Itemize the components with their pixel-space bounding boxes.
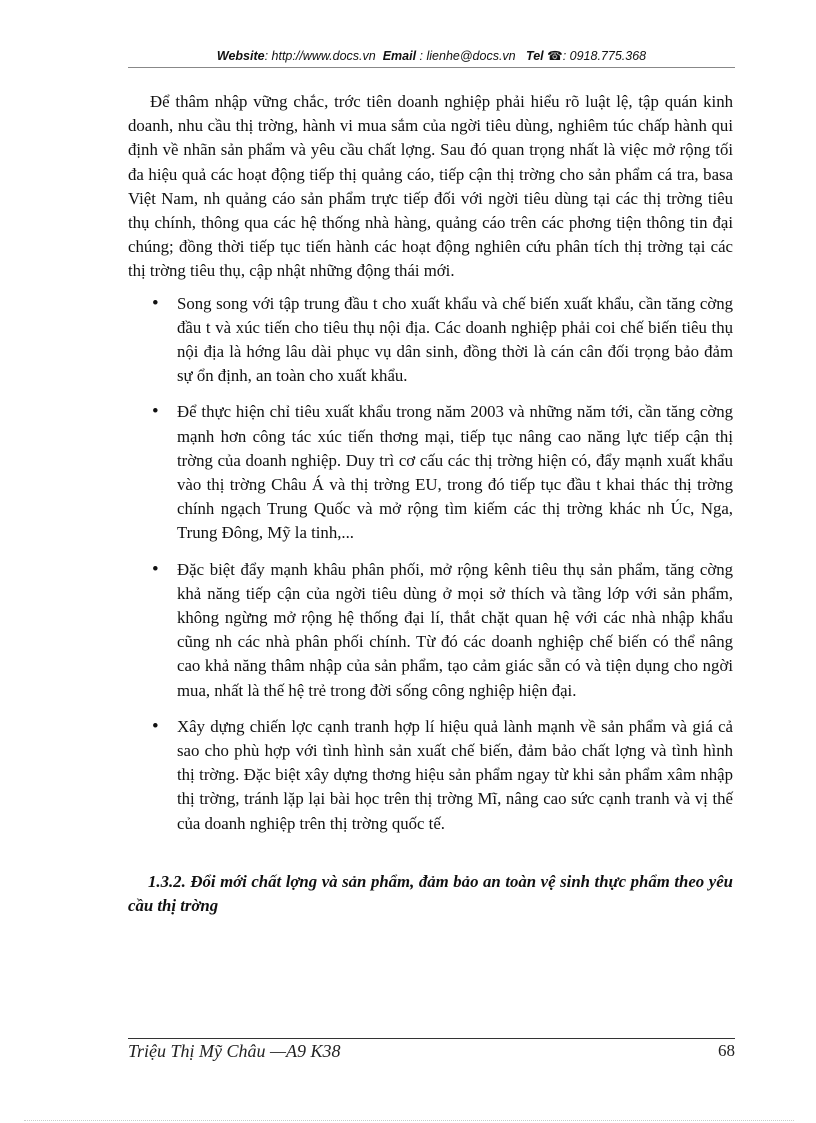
list-item <box>128 558 733 703</box>
tel-label: Tel ☎ <box>526 49 563 63</box>
bullet-icon: • <box>152 558 159 580</box>
intro-paragraph: Để thâm nhập vững chắc, trớc tiên doanh nghiệp phải hiểu rõ luật lệ, tập quán kinh doanh, nhu cầu thị trờng, hành vi mua sắm của ngời tiêu dùng, nghiêm túc chấp hành qui định về nhãn sản phẩm và yêu cầu chất lợng. Sau đó quan trọng nhất là việc mở rộng tối đa hiệu quả các hoạt động tiếp thị quảng cáo, tiếp cận thị trờng cho sản phẩm cá tra, basa Việt Nam, nh quảng cáo sản phẩm trực tiếp đối với ngời tiêu dùng tại các thị trờng tiêu thụ chính, thông qua các hệ thống nhà hàng, quảng cáo trên các phơng tiện thông tin đại chúng; đồng thời tiếp tục tiến hành các hoạt động nghiên cứu phân tích thị trờng tại các thị trờng tiêu thụ, cập nhật những động thái mới. <box>128 92 733 281</box>
list-item <box>128 715 733 836</box>
list-item-text: Đặc biệt đẩy mạnh khâu phân phối, mở rộng kênh tiêu thụ sản phẩm, tăng cờng khả năng tiếp cận của ngời tiêu dùng ở mọi sở thích và tầng lớp với sản phẩm, không ngừng mở rộng hệ thống đại lí, thắt chặt quan hệ với các nhà nhập khẩu cũng nh các nhà phân phối chính. Từ đó các doanh nghiệp chế biến có thể nâng cao khả năng thâm nhập của sản phẩm, tạo cảm giác sẵn có và tiện dụng cho ngời mua, nhất là thế hệ trẻ trong đời sống công nghiệp hiện đại. <box>177 559 733 700</box>
footer-author: Triệu Thị Mỹ Châu —A9 K38 <box>128 1041 341 1061</box>
list-item <box>128 292 733 389</box>
footer-divider <box>128 1038 735 1039</box>
page-number: 68 <box>718 1041 735 1060</box>
list-item <box>128 400 733 545</box>
page-header <box>128 48 735 63</box>
list-item-text: Để thực hiện chỉ tiêu xuất khẩu trong năm 2003 và những năm tới, cần tăng cờng mạnh hơn công tác xúc tiến thơng mại, tiếp tục nâng cao năng lực tiếp cận thị trờng của doanh nghiệp. Duy trì cơ cấu các thị trờng hiện có, đẩy mạnh xuất khẩu vào thị trờng Châu Á và thị trờng EU, trong đó tiếp tục đầu t khai thác thị trờng chính ngạch Trung Quốc và mở rộng tìm kiếm các thị trờng khác nh Úc, Nga, Trung Đông, Mỹ la tinh,... <box>177 402 733 543</box>
list-item-text: Xây dựng chiến lợc cạnh tranh hợp lí hiệu quả lành mạnh về sản phẩm và giá cả sao cho phù hợp với tình hình sản xuất chế biến, đảm bảo chất lợng và tình hình thị trờng. Đặc biệt xây dựng thơng hiệu sản phẩm ngay từ khi sản phẩm xâm nhập thị trờng, tránh lặp lại bài học trên thị trờng Mĩ, nâng cao sức cạnh tranh và vị thế của doanh nghiệp trên thị trờng quốc tế. <box>177 716 733 833</box>
website-value: : http://www.docs.vn <box>264 49 376 63</box>
bullet-icon: • <box>152 292 159 314</box>
bullet-icon: • <box>152 715 159 737</box>
bullet-list <box>128 292 733 836</box>
website-label: Website <box>216 49 265 63</box>
bullet-icon: • <box>152 401 159 423</box>
list-item-text: Song song với tập trung đầu t cho xuất khẩu và chế biến xuất khẩu, cần tăng cờng đầu t và xúc tiến cho tiêu thụ nội địa. Các doanh nghiệp phải coi chế biến tiêu thụ nội địa là hớng lâu dài phục vụ dân sinh, đồng thời là cán cân đối trọng bảo đảm sự ổn định, an toàn cho xuất khẩu. <box>177 293 733 386</box>
section-heading: 1.3.2. Đổi mới chất lợng và sản phẩm, đảm bảo an toàn vệ sinh thực phẩm theo yêu cầu thị trờng <box>128 871 733 916</box>
header-divider <box>128 67 735 68</box>
email-label: Email <box>382 49 417 63</box>
page-bottom-border <box>24 1120 794 1121</box>
page-body <box>128 90 733 918</box>
tel-value: : 0918.775.368 <box>562 49 647 63</box>
email-value: : lienhe@docs.vn <box>419 49 516 63</box>
